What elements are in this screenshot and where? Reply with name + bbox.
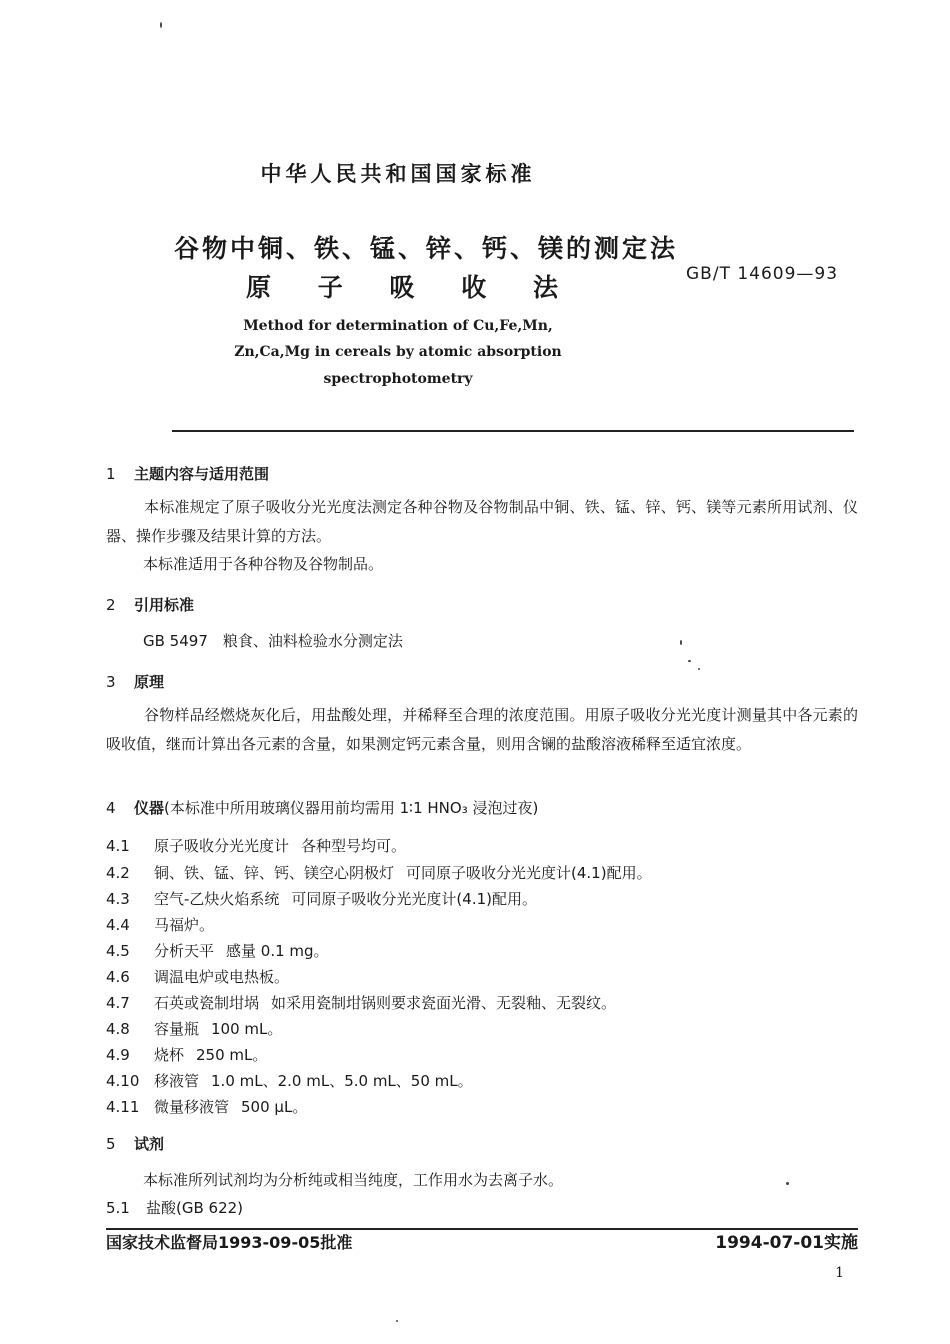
subtitle-char: 子 [317,273,343,302]
section-number: 2 [106,596,116,614]
scan-speck [160,22,162,28]
instrument-item: 4.4 马福炉。 [106,916,215,934]
section-title: 试剂 [134,1135,165,1153]
instrument-item: 4.1 原子吸收分光光度计 各种型号均可。 [106,837,407,855]
instrument-item: 4.3 空气-乙炔火焰系统 可同原子吸收分光光度计(4.1)配用。 [106,890,537,908]
instrument-item: 4.11 微量移液管 500 μL。 [106,1098,308,1116]
instrument-item: 4.6 调温电炉或电热板。 [106,968,290,986]
english-title-line: Zn,Ca,Mg in cereals by atomic absorption [234,344,562,360]
section-3-paragraph: 谷物样品经燃烧灰化后，用盐酸处理，并稀释至合理的浓度范围。用原子吸收分光光度计测量其中各元素的吸收值，继而计算出各元素的含量，如果测定钙元素含量，则用含镧的盐酸溶液稀释至适宜浓度。 [106,706,858,753]
section-heading-2 [106,594,194,615]
subtitle-char: 法 [532,273,558,302]
section-number: 3 [106,673,116,691]
instrument-item: 4.5 分析天平 感量 0.1 mg。 [106,942,329,960]
section-1-paragraph: 本标准规定了原子吸收分光光度法测定各种谷物及谷物制品中铜、铁、锰、锌、钙、镁等元素所用试剂、仪器、操作步骤及结果计算的方法。 [106,498,858,545]
section-title: 仪器 [134,799,165,817]
implementation-date: 1994-07-01实施 [715,1233,858,1253]
section-title: 主题内容与适用范围 [134,465,270,483]
scan-speck [698,668,700,670]
reagent-item: 5.1 盐酸(GB 622) [106,1199,244,1217]
subtitle-char: 原 [246,273,272,302]
section-heading-4 [106,797,538,818]
scan-speck [680,640,682,645]
scan-speck [786,1182,789,1185]
subtitle-char: 吸 [389,273,415,302]
section-heading-5 [106,1133,164,1154]
section-title: 原理 [134,673,165,691]
document-subtitle [246,268,558,304]
approval-date: 国家技术监督局1993-09-05批准 [106,1233,353,1252]
section-1-scope: 本标准适用于各种谷物及谷物制品。 [143,555,384,573]
org-title: 中华人民共和国国家标准 [260,162,536,186]
section-note: (本标准中所用玻璃仪器用前均需用 1∶1 HNO₃ 浸泡过夜) [164,799,539,817]
instrument-item: 4.8 容量瓶 100 mL。 [106,1020,283,1038]
section-heading-3 [106,671,164,692]
section-number: 4 [106,799,116,817]
reference-standard: GB 5497 粮食、油料检验水分测定法 [143,632,403,650]
section-number: 5 [106,1135,116,1153]
section-number: 1 [106,465,116,483]
instrument-item: 4.9 烧杯 250 mL。 [106,1046,268,1064]
section-heading-1 [106,463,269,484]
section-title: 引用标准 [134,596,195,614]
scan-speck [396,1320,398,1322]
instrument-item: 4.7 石英或瓷制坩埚 如采用瓷制坩锅则要求瓷面光滑、无裂釉、无裂纹。 [106,994,617,1012]
section-5-paragraph: 本标准所列试剂均为分析纯或相当纯度，工作用水为去离子水。 [143,1171,564,1189]
english-title-line: spectrophotometry [323,371,473,387]
english-title-line: Method for determination of Cu,Fe,Mn, [243,318,553,334]
instrument-item: 4.2 铜、铁、锰、锌、钙、镁空心阴极灯 可同原子吸收分光光度计(4.1)配用。 [106,864,652,882]
standard-code: GB/T 14609—93 [686,264,839,284]
instrument-item: 4.10 移液管 1.0 mL、2.0 mL、5.0 mL、50 mL。 [106,1072,473,1090]
page-number: 1 [835,1265,844,1281]
header-divider [172,430,854,432]
subtitle-char: 收 [461,273,487,302]
document-title: 谷物中铜、铁、锰、锌、钙、镁的测定法 [174,234,679,263]
scan-speck [688,660,691,662]
